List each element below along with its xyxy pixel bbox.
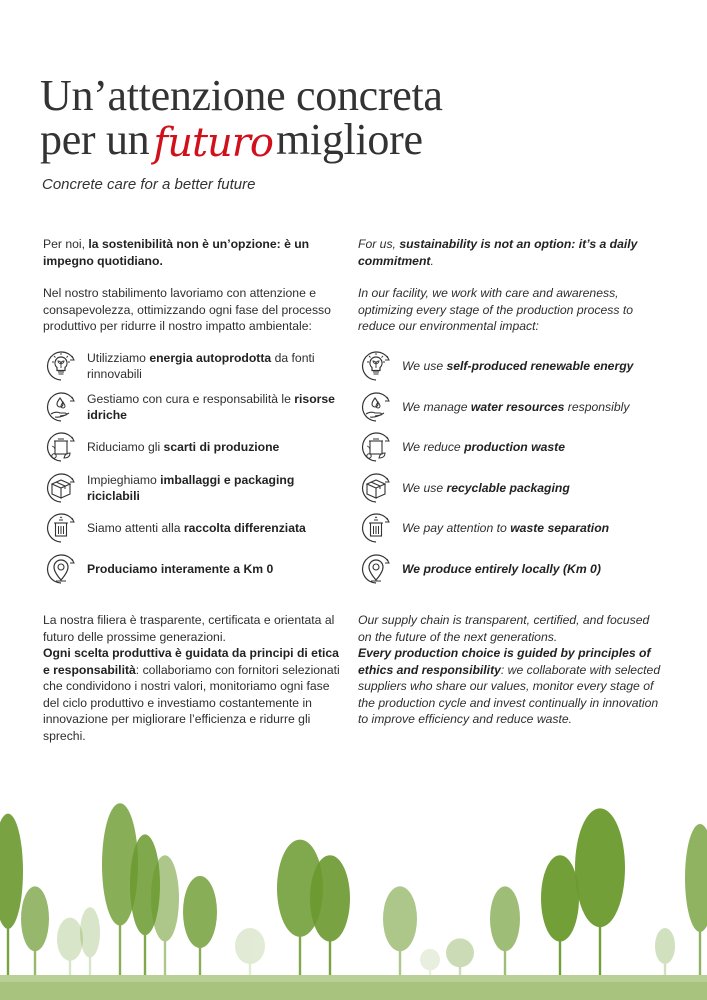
tree bbox=[0, 814, 23, 980]
page-subtitle: Concrete care for a better future bbox=[42, 176, 256, 193]
tree bbox=[310, 855, 350, 980]
tree bbox=[383, 886, 417, 980]
feature-text bbox=[402, 520, 609, 536]
bold-text: sustainability is not an option: it’s a daily commitment bbox=[358, 237, 638, 268]
bold-text: Ogni scelta produttiva è guidata da principi di etica e responsabilità bbox=[43, 646, 339, 677]
tree bbox=[57, 918, 83, 980]
italian-intro bbox=[43, 236, 343, 335]
feature-item bbox=[43, 346, 343, 387]
feature-text bbox=[402, 358, 633, 374]
bold-text: Every production choice is guided by principles of ethics and responsibility bbox=[358, 646, 651, 677]
text: We manage bbox=[402, 399, 471, 414]
text: Impieghiamo bbox=[87, 472, 161, 487]
feature-item bbox=[43, 549, 343, 590]
page-title bbox=[40, 71, 443, 166]
bold-text: raccolta differenziata bbox=[183, 521, 306, 536]
title-script-word: futuro bbox=[153, 120, 273, 166]
text: Gestiamo con cura e responsabilità le bbox=[87, 391, 295, 406]
italian-feature-list bbox=[43, 346, 343, 589]
feature-text bbox=[402, 561, 601, 577]
english-intro bbox=[358, 236, 663, 335]
recycle-bin-leaf-icon bbox=[358, 429, 394, 465]
bold-text: risorse idriche bbox=[87, 391, 335, 422]
text: We reduce bbox=[402, 440, 465, 455]
text: responsibly bbox=[564, 399, 630, 414]
feature-text bbox=[87, 350, 343, 382]
feature-text bbox=[87, 520, 306, 536]
text: We use bbox=[402, 359, 447, 374]
bold-text: scarti di produzione bbox=[163, 440, 280, 455]
trash-bin-icon bbox=[43, 510, 79, 546]
water-drop-hand-icon bbox=[43, 389, 79, 425]
text: We use bbox=[402, 480, 447, 495]
italian-outro-p1: La nostra filiera è trasparente, certificata e orientata al futuro delle prossime generazioni. bbox=[43, 613, 335, 644]
bold-text: production waste bbox=[464, 440, 566, 455]
tree bbox=[446, 938, 474, 980]
title-line-2 bbox=[40, 115, 443, 166]
feature-item bbox=[43, 427, 343, 468]
feature-text bbox=[87, 472, 343, 504]
feature-item bbox=[358, 346, 663, 387]
recycle-bin-leaf-icon bbox=[43, 429, 79, 465]
italian-outro bbox=[43, 612, 343, 744]
italian-intro-p2: Nel nostro stabilimento lavoriamo con attenzione e consapevolezza, ottimizzando ogni fase del processo produttivo per ridurre il nostro impatto ambientale: bbox=[43, 286, 331, 333]
feature-item bbox=[358, 427, 663, 468]
forest-illustration bbox=[0, 770, 707, 1000]
english-intro-p1 bbox=[358, 236, 663, 269]
feature-text bbox=[402, 480, 570, 496]
title-post: migliore bbox=[276, 115, 423, 164]
text: Utilizziamo bbox=[87, 351, 150, 366]
feature-text bbox=[402, 439, 565, 455]
english-outro-p2 bbox=[358, 645, 663, 728]
text: : collaboriamo con fornitori selezionati che condividono i nostri valori, monitoriamo ogni fase del ciclo produttivo e investiamo costantemente in innovazione per migliorare l’efficienza e ridurre gli sprechi. bbox=[43, 662, 340, 743]
feature-item bbox=[358, 549, 663, 590]
english-intro-p2: In our facility, we work with care and awareness, optimizing every stage of the production process to reduce our environmental impact: bbox=[358, 286, 634, 333]
tree bbox=[541, 855, 579, 980]
tree bbox=[80, 907, 100, 980]
feature-item bbox=[358, 468, 663, 509]
feature-item bbox=[43, 468, 343, 509]
english-outro bbox=[358, 612, 663, 728]
bold-text: recyclable packaging bbox=[446, 480, 570, 495]
bold-text: waste separation bbox=[510, 521, 610, 536]
feature-item bbox=[358, 387, 663, 428]
english-outro-p1: Our supply chain is transparent, certified, and focused on the future of the next generations. bbox=[358, 613, 650, 644]
text: . bbox=[430, 253, 434, 268]
text: We pay attention to bbox=[402, 521, 511, 536]
tree bbox=[21, 886, 49, 980]
text: : we collaborate with selected suppliers who share our values, monitor every stage of the production cycle and invest continually in innovation to improve efficiency and reduce waste. bbox=[358, 662, 661, 726]
english-feature-list bbox=[358, 346, 663, 589]
tree bbox=[490, 886, 520, 980]
package-box-icon bbox=[358, 470, 394, 506]
tree bbox=[183, 876, 217, 980]
title-pre: per un bbox=[40, 115, 150, 164]
italian-intro-p1 bbox=[43, 236, 343, 269]
bold-text: water resources bbox=[470, 399, 565, 414]
package-box-icon bbox=[43, 470, 79, 506]
grass-shade bbox=[0, 982, 707, 1000]
text: Siamo attenti alla bbox=[87, 521, 184, 536]
text: For us, bbox=[358, 237, 400, 251]
bold-text: Produciamo interamente a Km 0 bbox=[87, 561, 274, 576]
tree bbox=[235, 928, 265, 980]
feature-text bbox=[87, 391, 343, 423]
text: Per noi, bbox=[43, 237, 89, 251]
feature-item bbox=[43, 387, 343, 428]
tree bbox=[575, 808, 625, 980]
italian-outro-p2 bbox=[43, 645, 343, 744]
feature-text bbox=[87, 439, 279, 455]
bold-text: We produce entirely locally (Km 0) bbox=[402, 561, 601, 576]
feature-text bbox=[87, 561, 273, 577]
feature-item bbox=[43, 508, 343, 549]
tree bbox=[685, 824, 707, 980]
bold-text: energia autoprodotta bbox=[149, 351, 272, 366]
lightbulb-leaf-icon bbox=[358, 348, 394, 384]
tree bbox=[655, 928, 675, 980]
bold-text: la sostenibilità non è un’opzione: è un impegno quotidiano. bbox=[43, 237, 310, 268]
location-pin-icon bbox=[358, 551, 394, 587]
title-line-1: Un’attenzione concreta bbox=[40, 71, 443, 120]
location-pin-icon bbox=[43, 551, 79, 587]
feature-text bbox=[402, 399, 629, 415]
lightbulb-leaf-icon bbox=[43, 348, 79, 384]
feature-item bbox=[358, 508, 663, 549]
water-drop-hand-icon bbox=[358, 389, 394, 425]
bold-text: self-produced renewable energy bbox=[446, 359, 634, 374]
trash-bin-icon bbox=[358, 510, 394, 546]
text: Riduciamo gli bbox=[87, 440, 164, 455]
tree bbox=[151, 855, 179, 980]
text: da fonti rinnovabili bbox=[87, 351, 315, 382]
bold-text: imballaggi e packaging riciclabili bbox=[87, 472, 295, 503]
